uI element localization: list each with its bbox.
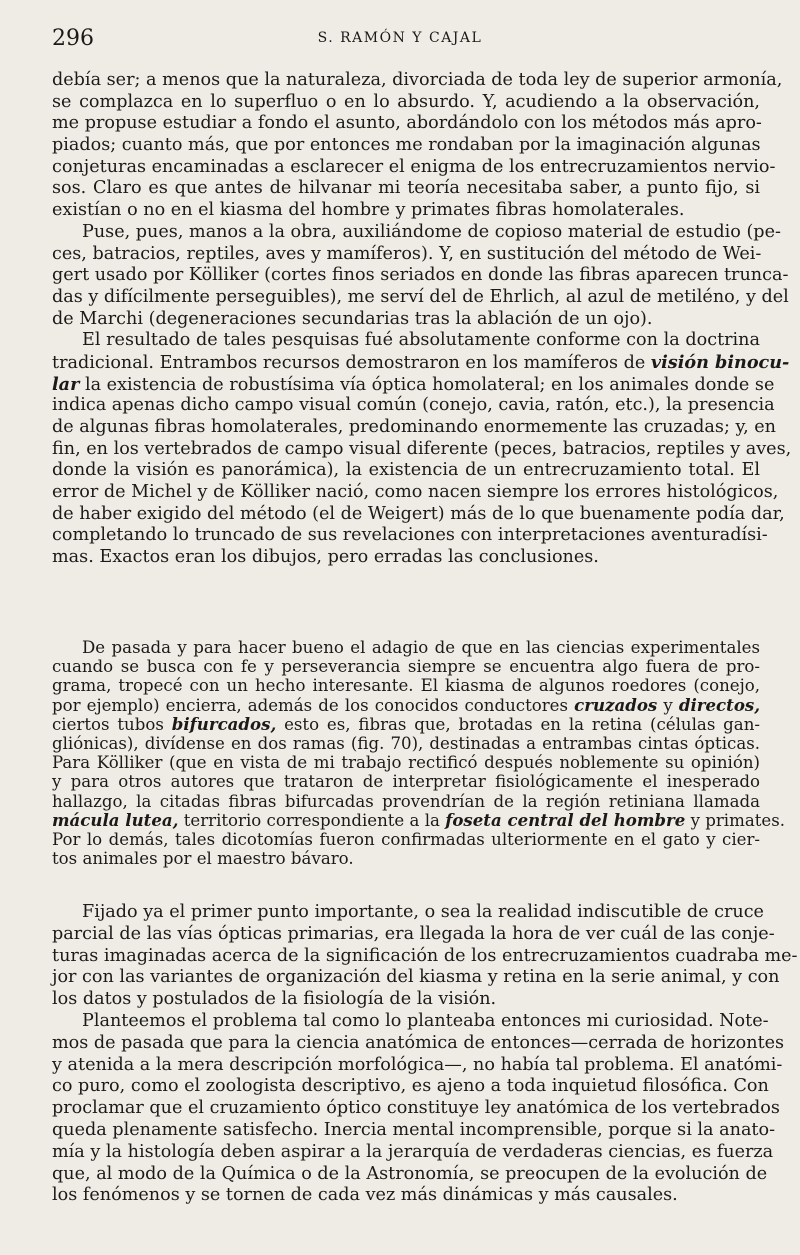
page-number: 296 (52, 26, 94, 51)
text-line: indica apenas dicho campo visual común (conejo, cavia, ratón, etc.), la presencia (52, 395, 775, 416)
text-line: turas imaginadas acerca de la significación de los entrecruzamientos cuadraba me- (52, 945, 798, 966)
text-line: El resultado de tales pesquisas fué absolutamente conforme con la doctrina (82, 330, 760, 351)
text-line: de algunas fibras homolaterales, predominando enormemente las cruzadas; y, en (52, 417, 776, 437)
text-line: piados; cuanto más, que por entonces me rondaban por la imaginación algunas (52, 135, 761, 156)
text-line: mácula lutea, territorio correspondiente a la foseta central del hombre y primates. (52, 809, 785, 830)
text-line: tradicional. Entrambos recursos demostraron en los mamíferos de visión binocu- (52, 351, 790, 373)
text-line: ciertos tubos bifurcados, esto es, fibras que, brotadas en la retina (células gan- (52, 713, 760, 734)
text-line: existían o no en el kiasma del hombre y primates fibras homolaterales. (52, 200, 685, 221)
text-line: co puro, como el zoologista descriptivo, es ajeno a toda inquietud filosófica. Con (52, 1076, 769, 1097)
text-line: los datos y postulados de la fisiología de la visión. (52, 989, 497, 1010)
text-line: se complazca en lo superfluo o en lo absurdo. Y, acudiendo a la observación, (52, 91, 760, 112)
text-line: Fijado ya el primer punto importante, o sea la realidad indiscutible de cruce (82, 902, 764, 922)
text-line: y atenida a la mera descripción morfológica—, no había tal problema. El anatómi- (52, 1054, 783, 1075)
text-line: los fenómenos y se tornen de cada vez más dinámicas y más causales. (52, 1185, 678, 1206)
section-2 (52, 638, 785, 869)
text-line: ces, batracios, reptiles, aves y mamíferos). Y, en sustitución del método de Wei- (52, 243, 762, 264)
text-line: tos animales por el maestro bávaro. (52, 849, 354, 869)
text-line: gliónicas), divídense en dos ramas (fig. 70), destinadas a entrambas cintas ópticas. (52, 733, 760, 753)
text-line: gert usado por Kölliker (cortes finos seriados en donde las fibras aparecen trunca- (52, 265, 789, 286)
text-line: grama, tropecé con un hecho interesante. El kiasma de algunos roedores (conejo, (52, 676, 760, 696)
text-line: que, al modo de la Química o de la Astronomía, se preocupen de la evolución de (52, 1163, 768, 1184)
text-line: cuando se busca con fe y perseverancia siempre se encuentra algo fuera de pro- (52, 657, 760, 677)
emphasis: lar (52, 373, 80, 395)
emphasis: foseta central del hombre (445, 809, 686, 830)
text-line: Por lo demás, tales dicotomías fueron confirmadas ulteriormente en el gato y cier- (52, 829, 760, 849)
section-3 (52, 902, 798, 1207)
emphasis: directos, (678, 694, 761, 715)
text-line: parcial de las vías ópticas primarias, era llegada la hora de ver cuál de las conje- (52, 923, 775, 944)
text-line: lar la existencia de robustísima vía óptica homolateral; en los animales donde se (52, 373, 775, 395)
text-line: conjeturas encaminadas a esclarecer el enigma de los entrecruzamientos nervio- (52, 156, 776, 177)
text-line: error de Michel y de Kölliker nació, como nacen siempre los errores histológicos, (52, 482, 779, 503)
text-line: jor con las variantes de organización del kiasma y retina en la serie animal, y con (52, 967, 780, 988)
emphasis: cruzados (574, 694, 658, 715)
text-line: das y difícilmente perseguibles), me serví del de Ehrlich, al azul de metiléno, y del (52, 286, 789, 307)
text-line: mía y la histología deben aspirar a la jerarquía de verdaderas ciencias, es fuerza (52, 1141, 774, 1162)
text-line: De pasada y para hacer bueno el adagio de que en las ciencias experimentales (82, 638, 760, 657)
text-line: completando lo truncado de sus revelaciones con interpretaciones aventuradísi- (52, 525, 768, 546)
emphasis: visión binocu- (650, 351, 790, 373)
text-line: me propuse estudiar a fondo el asunto, abordándolo con los métodos más apro- (52, 113, 762, 134)
text-line: Puse, pues, manos a la obra, auxiliándome de copioso material de estudio (pe- (82, 221, 781, 242)
text-line: de haber exigido del método (el de Weigert) más de lo que buenamente podía dar, (52, 503, 785, 524)
emphasis: mácula lutea, (52, 809, 179, 830)
text-line: donde la visión es panorámica), la existencia de un entrecruzamiento total. El (52, 460, 760, 481)
text-line: fin, en los vertebrados de campo visual diferente (peces, batracios, reptiles y aves, (52, 438, 792, 459)
text-line: queda plenamente satisfecho. Inercia mental incomprensible, porque si la anato- (52, 1119, 776, 1140)
emphasis: bifurcados, (171, 713, 277, 734)
page-header (0, 22, 800, 52)
running-head: S. RAMÓN Y CAJAL (317, 30, 483, 46)
text-line: Para Kölliker (que en vista de mi trabajo rectificó después noblemente su opinión) (52, 753, 760, 773)
text-line: Planteemos el problema tal como lo planteaba entonces mi curiosidad. Note- (82, 1010, 769, 1031)
section-1 (52, 70, 792, 569)
text-line: y para otros autores que trataron de interpretar fisiológicamente el inesperado (52, 772, 760, 792)
text-line: debía ser; a menos que la naturaleza, divorciada de toda ley de superior armonía, (52, 70, 783, 90)
text-line: proclamar que el cruzamiento óptico constituye ley anatómica de los vertebrados (52, 1098, 780, 1119)
text-line: de Marchi (degeneraciones secundarias tras la ablación de un ojo). (52, 308, 653, 329)
text-line: hallazgo, la citadas fibras bifurcadas provendrían de la región retiniana llamada (52, 791, 760, 811)
text-line: mas. Exactos eran los dibujos, pero erradas las conclusiones. (52, 547, 599, 568)
text-line: mos de pasada que para la ciencia anatómica de entonces—cerrada de horizontes (52, 1032, 785, 1053)
text-line: por ejemplo) encierra, además de los conocidos conductores cruzados y directos, (52, 694, 761, 715)
text-line: sos. Claro es que antes de hilvanar mi teoría necesitaba saber, a punto fijo, si (52, 178, 760, 199)
